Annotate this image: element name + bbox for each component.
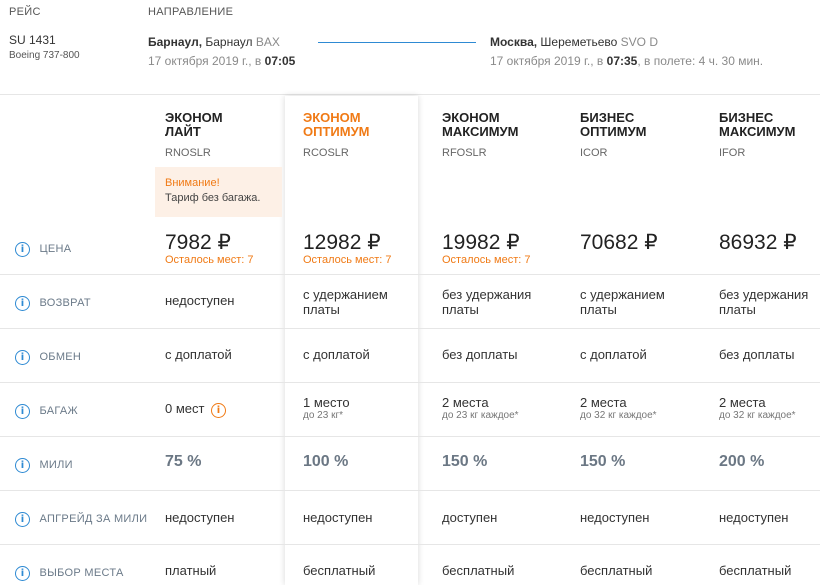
warning-title: Внимание! (165, 177, 220, 189)
exchange-value: с доплатой (303, 347, 370, 362)
baggage-count: 1 место (303, 395, 350, 410)
baggage-weight: до 23 кг каждое* (442, 410, 519, 421)
baggage-value (580, 395, 657, 421)
row-label-text: ВЫБОР МЕСТА (39, 567, 124, 579)
refund-line1: без удержания (719, 287, 809, 302)
refund-value (719, 287, 808, 317)
row-divider (0, 328, 820, 329)
seat-value: бесплатный (442, 563, 515, 578)
flight-number: SU 1431 (9, 33, 56, 47)
fare-code: RNOSLR (165, 147, 211, 159)
baggage-weight: до 23 кг* (303, 410, 343, 421)
row-label-text: ВОЗВРАТ (39, 297, 91, 309)
departure-city: Барнаул, (148, 35, 203, 49)
refund-line1: без удержания (442, 287, 532, 302)
info-icon[interactable]: i (15, 242, 30, 257)
refund-row-label (15, 293, 91, 311)
fare-header-econom-maximum[interactable] (442, 111, 518, 159)
refund-line1: недоступен (165, 293, 235, 308)
fare-name-line1: ЭКОНОМ (165, 110, 223, 125)
exchange-value: с доплатой (580, 347, 647, 362)
upgrade-value: недоступен (719, 510, 789, 525)
seat-value: бесплатный (580, 563, 653, 578)
exchange-value: без доплаты (442, 347, 518, 362)
refund-line2: платы (442, 302, 479, 317)
seat-value: платный (165, 563, 217, 578)
fare-header-business-maximum[interactable] (719, 111, 795, 159)
price-value: 86932 ₽ (719, 231, 797, 254)
refund-value (580, 287, 665, 317)
info-icon[interactable]: i (15, 458, 30, 473)
refund-line2: платы (719, 302, 756, 317)
miles-value: 150 % (580, 453, 626, 470)
row-label-text: ОБМЕН (39, 351, 82, 363)
fare-name-line1: БИЗНЕС (580, 110, 635, 125)
upgrade-row-label (15, 509, 147, 527)
baggage-weight: до 32 кг каждое* (719, 410, 796, 421)
refund-value (303, 287, 388, 317)
upgrade-value: недоступен (303, 510, 373, 525)
refund-value (165, 293, 235, 308)
baggage-count: 2 места (580, 395, 627, 410)
route-line (318, 42, 476, 43)
row-label-text: ЦЕНА (39, 243, 72, 255)
exchange-value: без доплаты (719, 347, 795, 362)
departure-airport: Барнаул (205, 35, 253, 49)
refund-line1: с удержанием (303, 287, 388, 302)
no-baggage-warning (155, 167, 282, 217)
exchange-value: с доплатой (165, 347, 232, 362)
seats-left: Осталось мест: 7 (442, 254, 531, 266)
info-icon[interactable]: i (15, 404, 30, 419)
refund-line2: платы (303, 302, 340, 317)
baggage-value (442, 395, 519, 421)
baggage-count: 2 места (442, 395, 489, 410)
row-divider (0, 274, 820, 275)
fare-name-line2: МАКСИМУМ (442, 124, 519, 139)
departure-time: 07:05 (264, 54, 296, 68)
warning-text: Тариф без багажа. (165, 192, 261, 204)
fare-code: RFOSLR (442, 147, 487, 159)
arrival (490, 35, 658, 49)
price-value: 19982 ₽ (442, 231, 520, 254)
row-divider (0, 490, 820, 491)
baggage-value (303, 395, 350, 421)
fare-name-line2: ОПТИМУМ (303, 124, 370, 139)
flight-duration: , в полете: 4 ч. 30 мин. (637, 54, 764, 68)
departure-datetime (148, 54, 295, 68)
fare-header-econom-lite[interactable] (165, 111, 223, 159)
info-icon[interactable]: i (15, 296, 30, 311)
info-icon[interactable]: i (15, 350, 30, 365)
info-icon[interactable]: i (15, 566, 30, 581)
info-icon[interactable]: i (15, 512, 30, 527)
header-divider (0, 94, 820, 95)
miles-row-label (15, 455, 73, 473)
arrival-time: 07:35 (606, 54, 638, 68)
fare-name-line1: ЭКОНОМ (442, 110, 500, 125)
price-row-label (15, 239, 71, 257)
seats-left: Осталось мест: 7 (165, 254, 254, 266)
route-label: НАПРАВЛЕНИЕ (148, 6, 234, 18)
upgrade-value: недоступен (580, 510, 650, 525)
aircraft-type: Boeing 737-800 (9, 50, 80, 61)
departure-code: BAX (255, 35, 280, 49)
seat-row-label (15, 563, 124, 581)
fare-name-line2: ОПТИМУМ (580, 124, 647, 139)
fare-name-line2: ЛАЙТ (165, 124, 201, 139)
price-value: 12982 ₽ (303, 231, 381, 254)
arrival-datetime (490, 54, 763, 68)
fare-header-econom-optimum[interactable] (303, 111, 370, 159)
fare-code: RCOSLR (303, 147, 349, 159)
flight-label: РЕЙС (9, 6, 41, 18)
upgrade-value: недоступен (165, 510, 235, 525)
seats-left: Осталось мест: 7 (303, 254, 392, 266)
refund-line1: с удержанием (580, 287, 665, 302)
upgrade-value: доступен (442, 510, 498, 525)
miles-value: 150 % (442, 453, 488, 470)
fare-name-line1: БИЗНЕС (719, 110, 774, 125)
fare-name-line1: ЭКОНОМ (303, 110, 361, 125)
arrival-airport: Шереметьево (540, 35, 618, 49)
baggage-none (165, 400, 226, 418)
fare-name-line2: МАКСИМУМ (719, 124, 796, 139)
baggage-none-text: 0 мест (165, 401, 205, 416)
departure-date: 17 октября 2019 г., в (148, 54, 262, 68)
baggage-value (719, 395, 796, 421)
baggage-row-label (15, 401, 78, 419)
price-value: 70682 ₽ (580, 231, 658, 254)
baggage-count: 2 места (719, 395, 766, 410)
seat-value: бесплатный (719, 563, 792, 578)
arrival-code: SVO D (620, 35, 658, 49)
departure (148, 35, 280, 49)
miles-value: 100 % (303, 453, 349, 470)
row-divider (0, 436, 820, 437)
row-label-text: БАГАЖ (39, 405, 78, 417)
fare-code: ICOR (580, 147, 608, 159)
miles-value: 75 % (165, 453, 202, 470)
row-label-text: МИЛИ (39, 459, 73, 471)
row-divider (0, 382, 820, 383)
fare-code: IFOR (719, 147, 746, 159)
arrival-city: Москва, (490, 35, 538, 49)
row-divider (0, 544, 820, 545)
arrival-date: 17 октября 2019 г., в (490, 54, 604, 68)
baggage-weight: до 32 кг каждое* (580, 410, 657, 421)
baggage-info-icon[interactable]: i (211, 403, 226, 418)
price-value: 7982 ₽ (165, 231, 231, 254)
miles-value: 200 % (719, 453, 765, 470)
row-label-text: АПГРЕЙД ЗА МИЛИ (39, 513, 148, 525)
refund-line2: платы (580, 302, 617, 317)
refund-value (442, 287, 531, 317)
seat-value: бесплатный (303, 563, 376, 578)
fare-header-business-optimum[interactable] (580, 111, 647, 159)
exchange-row-label (15, 347, 81, 365)
